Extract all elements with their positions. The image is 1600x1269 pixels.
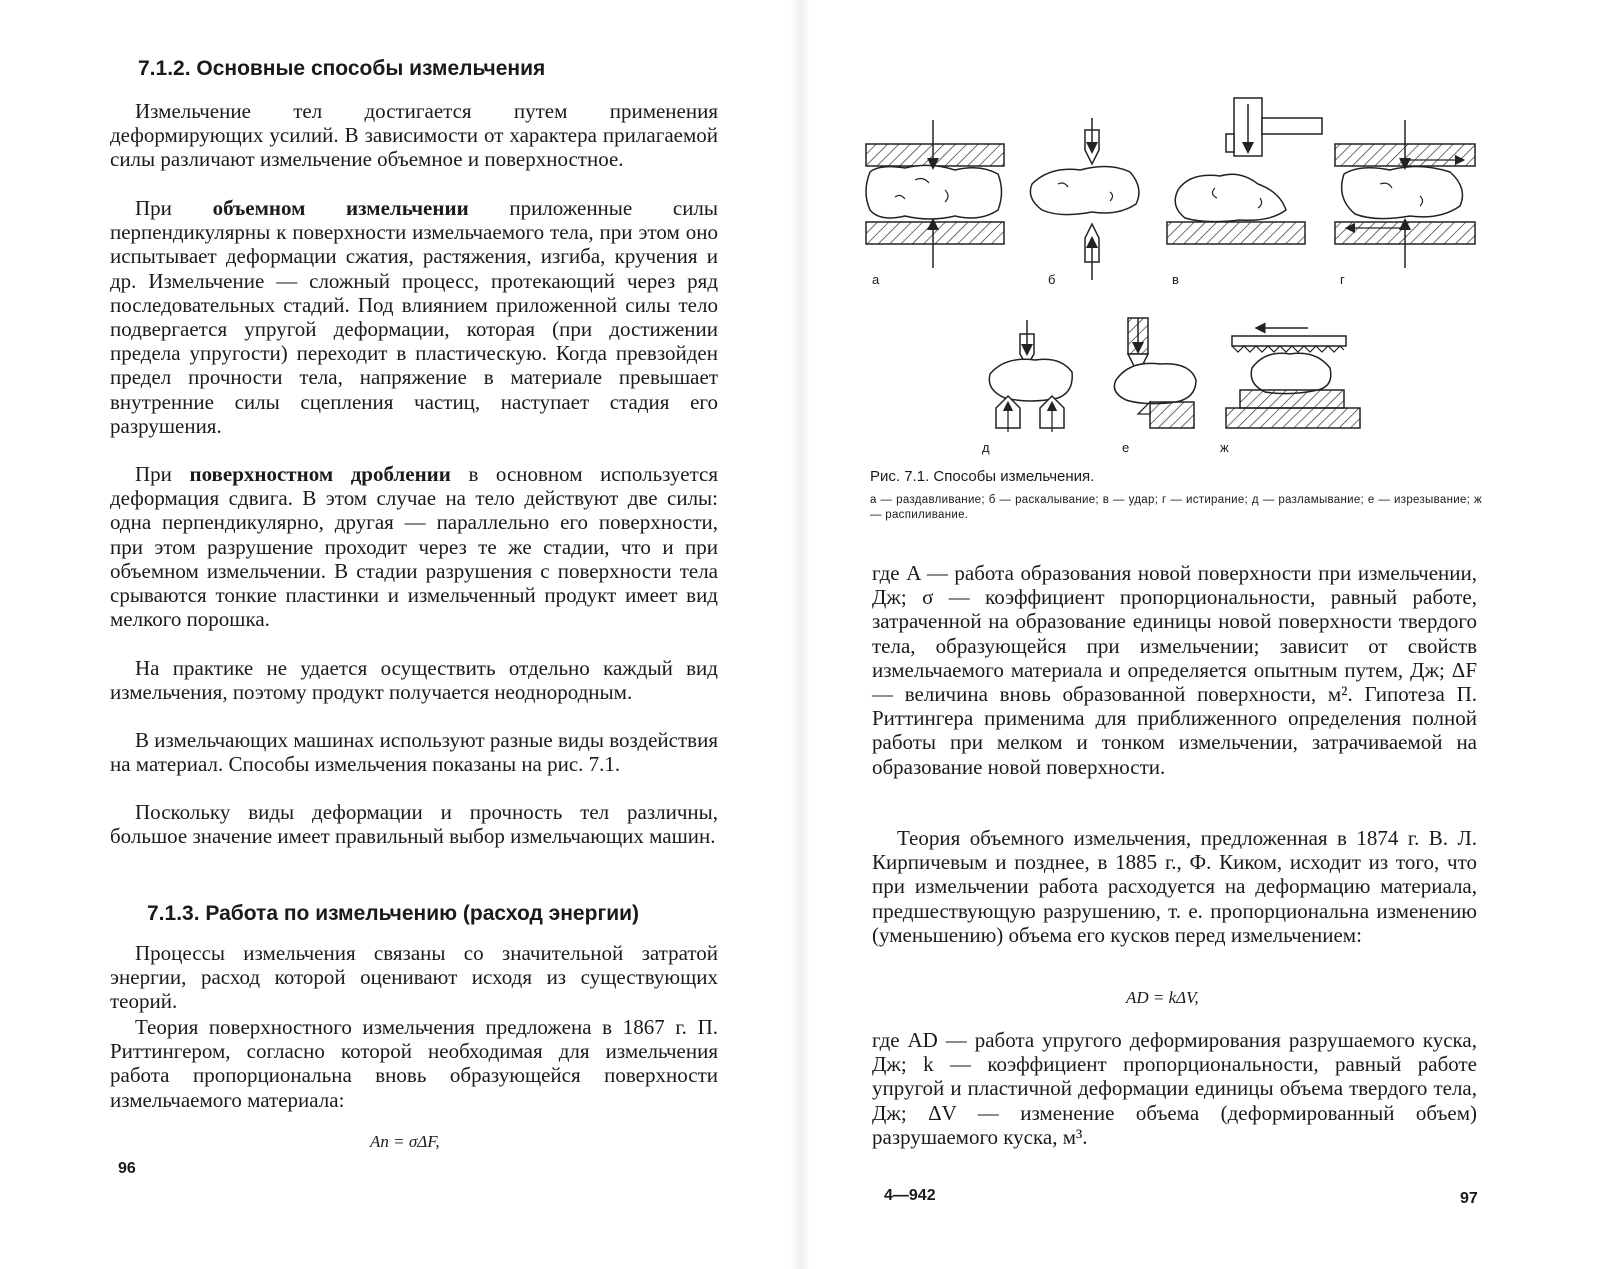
diagram-zh-sawing [1226,328,1360,428]
bold-term: поверхностном дроблении [189,462,451,486]
paragraph: При объемном измельчении приложенные силы перпендикулярны к поверхности измельчаемого тела, при этом оно испытывает деформации сжатия, растяжения, изгиба, кручения и др. Измельчение — сложный процесс, протекающий через ряд последовательных стадий. Под влиянием приложенной силы тело подвергается упругой деформации, которая (при достижении предела упругости) переходит в пластическую. Когда превзойден предел прочности тела, напряжение в материале превышает внутренние силы сцепления частиц, наступает стадия его разрушения. [110,196,719,438]
paragraph: Теория поверхностного измельчения предложена в 1867 г. П. Риттингером, согласно которой необходимая для измельчения работа пропорциональна вновь образующейся поверхности измельчаемого материала: [110,1015,718,1112]
figure-letter-e: е [1122,440,1130,455]
diagram-b-splitting [1030,118,1139,280]
figure-letter-v: в [1172,272,1179,287]
figure-caption-title: Рис. 7.1. Способы измельчения. [870,468,1095,485]
section-heading: 7.1.3. Работа по измельчению (расход энергии) [147,902,640,925]
diagram-e-cutting [1114,318,1196,428]
bold-term: объемном измельчении [212,196,469,220]
figure-letter-d: д [982,440,990,455]
page-number: 96 [118,1160,136,1177]
paragraph: где AD — работа упругого деформирования разрушаемого куска, Дж; k — коэффициент пропорциональности, равный работе упругой и пластичной деформации единицы объема твердого тела, Дж; ΔV — изменение объема (деформированный объем) разрушаемого куска, м³. [872,1028,1477,1149]
paragraph: На практике не удается осуществить отдельно каждый вид измельчения, поэтому продукт получается неоднородным. [110,656,718,705]
figure-7-1 [860,92,1485,442]
figure-letter-b: б [1048,272,1056,287]
right-page [800,0,1600,1269]
section-heading: 7.1.2. Основные способы измельчения [138,57,546,80]
diagram-g-abrasion [1335,120,1475,268]
diagram-d-breaking [989,320,1072,432]
diagram-v-impact [1167,98,1322,244]
paragraph: где A — работа образования новой поверхности при измельчении, Дж; σ — коэффициент пропорциональности, равный работе, затраченной на образование единицы новой поверхности твердого тела, образующейся при измельчении; зависит от свойств измельчаемого материала и определяется опытным путем, Дж; ΔF — величина вновь образованной поверхности, м². Гипотеза П. Риттингера применима для приближенного определения полной работы при мелком и тонком измельчении, затрачиваемой на образование новой поверхности. [872,561,1477,779]
formula: AD = kΔV, [1126,988,1199,1007]
paragraph: Процессы измельчения связаны со значительной затратой энергии, расход которой оценивают исходя из существующих теорий. [110,941,718,1014]
figure-caption-legend: а — раздавливание; б — раскалывание; в — удар; г — истирание; д — разламывание; е — изрезывание; ж — распиливание. [870,494,1482,521]
page-number: 97 [1460,1190,1478,1207]
figure-letter-g: г [1340,272,1345,287]
signature-mark: 4—942 [884,1187,936,1204]
paragraph: Теория объемного измельчения, предложенная в 1874 г. В. Л. Кирпичевым и позднее, в 1885 г., Ф. Киком, исходит из того, что при измельчении работа расходуется на деформацию материала, предшествующую разрушению, т. е. пропорциональна изменению (уменьшению) объема его кусков перед измельчением: [872,826,1477,947]
figure-letter-a: а [872,272,880,287]
paragraph: Поскольку виды деформации и прочность тел различны, большое значение имеет правильный выбор измельчающих машин. [110,800,718,849]
formula: Aп = σΔF, [370,1132,440,1151]
paragraph: В измельчающих машинах используют разные виды воздействия на материал. Способы измельчения показаны на рис. 7.1. [110,728,718,777]
paragraph: Измельчение тел достигается путем применения деформирующих усилий. В зависимости от характера прилагаемой силы различают измельчение объемное и поверхностное. [110,99,718,172]
diagram-a-crushing [866,120,1004,268]
paragraph: При поверхностном дроблении в основном используется деформация сдвига. В этом случае на тело действуют две силы: одна перпендикулярно, другая — параллельно его поверхности, при этом разрушение проходит через те же стадии, что и при объемном измельчении. В стадии разрушения с поверхности тела срываются тонкие пластинки и измельченный продукт имеет вид мелкого порошка. [110,462,718,632]
figure-letter-zh: ж [1220,440,1229,455]
